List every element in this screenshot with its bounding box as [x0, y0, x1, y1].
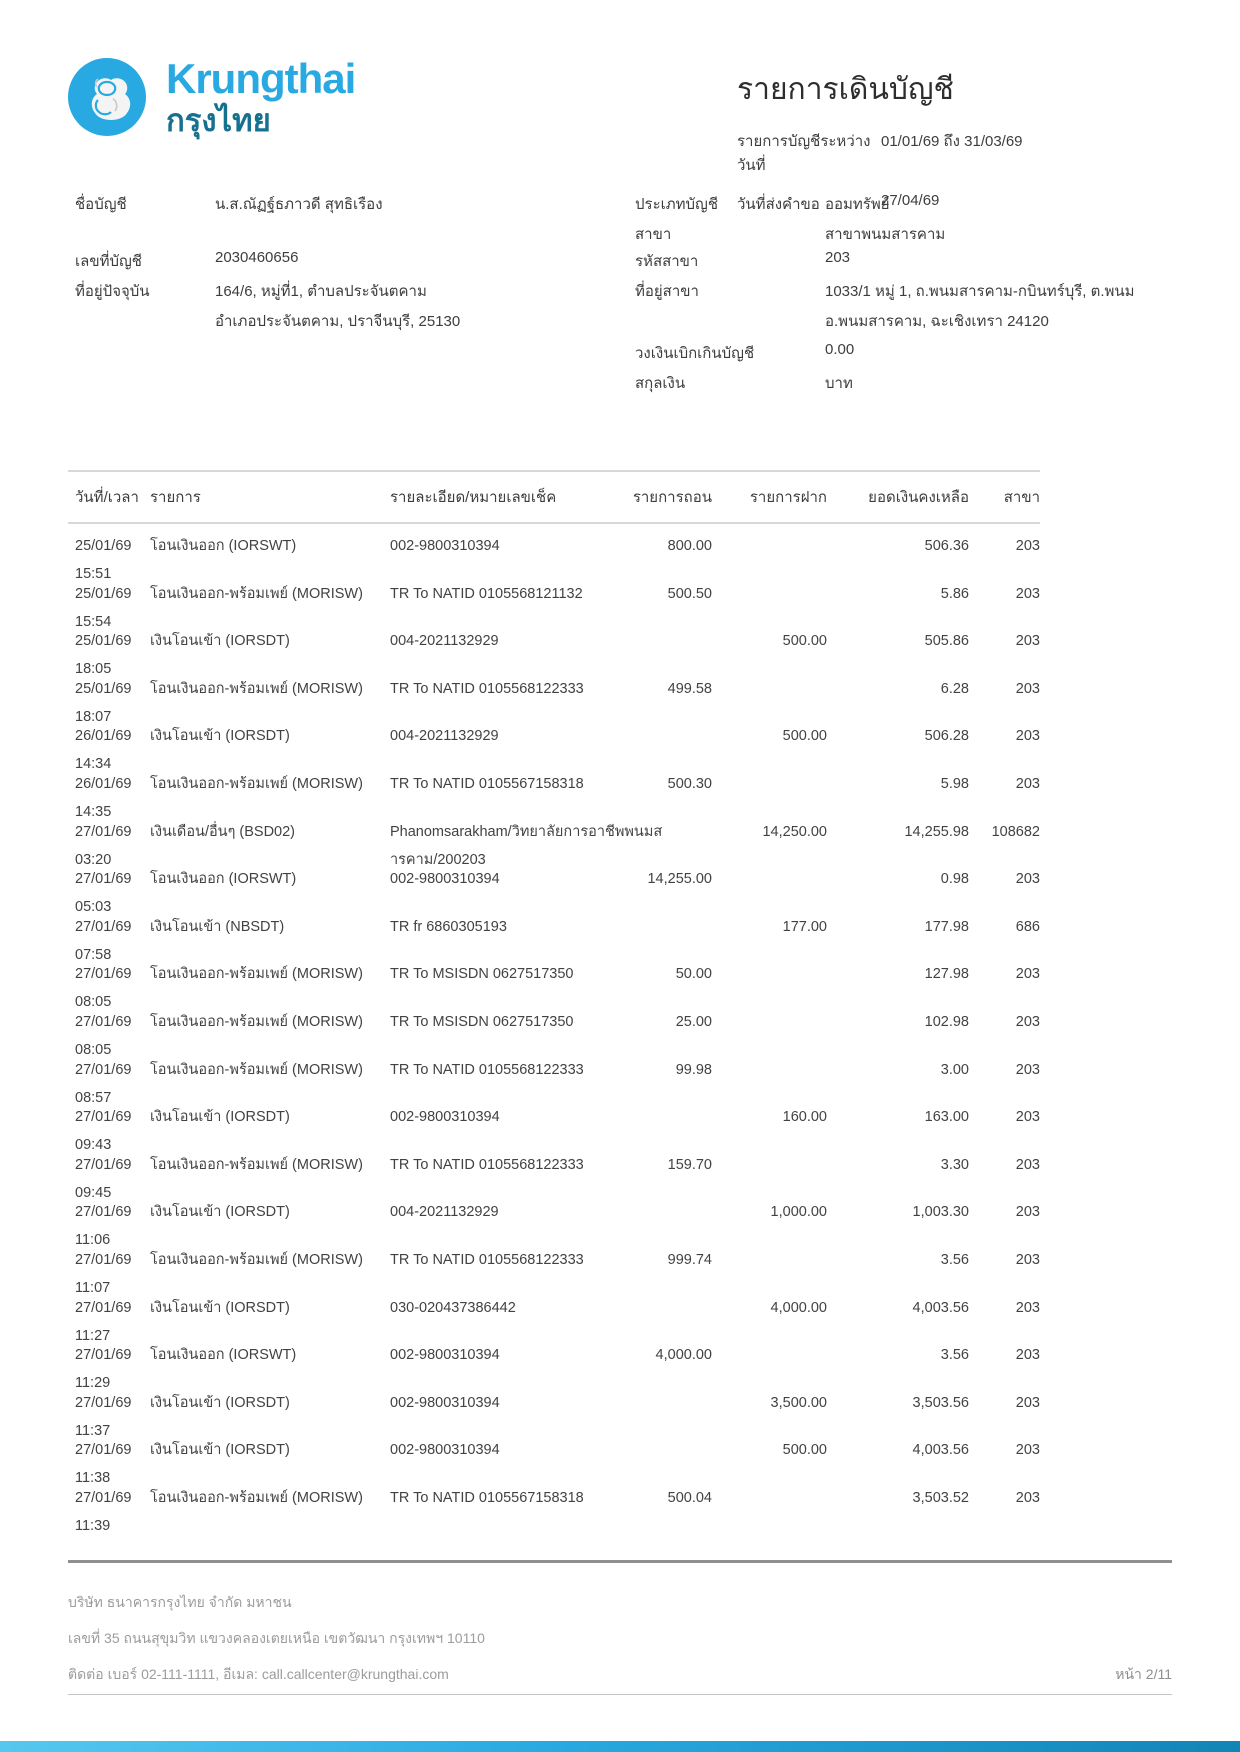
transaction-description: เงินโอนเข้า (IORSDT): [150, 1394, 290, 1411]
withdrawal-amount: 500.50: [667, 585, 712, 602]
transaction-detail: 004-2021132929: [390, 728, 499, 745]
withdrawal-amount: [597, 1394, 712, 1442]
branch-address-line2: อ.พนมสารคาม, ฉะเชิงเทรา 24120: [825, 313, 1049, 330]
overdraft-limit-value: 0.00: [825, 341, 855, 358]
table-row: [68, 1251, 1040, 1299]
withdrawal-amount: [597, 1203, 712, 1251]
transaction-date: 27/01/69: [75, 1061, 132, 1078]
cell-date-time: [75, 1013, 150, 1061]
cell-date-time: [75, 918, 150, 966]
balance-amount: 5.98: [940, 775, 969, 792]
transaction-date: 27/01/69: [75, 1251, 132, 1268]
table-row: [68, 1299, 1040, 1347]
cell-date-time: [75, 775, 150, 823]
transaction-time: 11:39: [75, 1517, 111, 1534]
table-row: [68, 823, 1040, 871]
transaction-time: 14:35: [75, 803, 112, 820]
account-type-label: ประเภทบัญชี: [635, 196, 719, 213]
table-row: [68, 965, 1040, 1013]
cell-date-time: [75, 585, 150, 633]
period-value: 01/01/69 ถึง 31/03/69: [881, 133, 1023, 150]
transaction-date: 27/01/69: [75, 1299, 132, 1316]
cell-date-time: [75, 727, 150, 775]
balance-amount: 163.00: [924, 1109, 969, 1126]
cell-details: [390, 1108, 597, 1156]
cell-date-time: [75, 1489, 150, 1537]
table-row: [68, 1346, 1040, 1394]
cell-date-time: [75, 632, 150, 680]
withdrawal-amount: 25.00: [675, 1013, 712, 1030]
deposit-amount: [712, 1013, 827, 1061]
statement-header: [737, 66, 1177, 231]
cell-date-time: [75, 1156, 150, 1204]
transaction-description: โอนเงินออก-พร้อมเพย์ (MORISW): [150, 1251, 363, 1268]
cell-date-time: [75, 870, 150, 918]
table-row: [68, 1203, 1040, 1251]
branch-code: 203: [1015, 775, 1040, 792]
transaction-time: 11:29: [75, 1375, 111, 1392]
account-name-label: ชื่อบัญชี: [75, 196, 127, 213]
transaction-detail: TR To NATID 0105567158318: [390, 1489, 584, 1506]
branch-code: 203: [1015, 633, 1040, 650]
transaction-date: 27/01/69: [75, 871, 132, 888]
table-header-row: [68, 470, 1040, 524]
transaction-description: โอนเงินออก-พร้อมเพย์ (MORISW): [150, 585, 363, 602]
transaction-description: โอนเงินออก-พร้อมเพย์ (MORISW): [150, 966, 363, 983]
table-row: [68, 918, 1040, 966]
footer-contact: ติดต่อ เบอร์ 02-111-1111, อีเมล: call.callcenter@krungthai.com: [68, 1666, 449, 1682]
transaction-description: เงินโอนเข้า (NBSDT): [150, 918, 285, 935]
withdrawal-amount: [597, 727, 712, 775]
withdrawal-amount: [597, 823, 712, 871]
transaction-description: เงินโอนเข้า (IORSDT): [150, 633, 290, 650]
cell-details: [390, 918, 597, 966]
cell-date-time: [75, 1394, 150, 1442]
footer-divider: [68, 1560, 1172, 1563]
transaction-detail: TR To NATID 0105568122333: [390, 1251, 584, 1268]
transaction-date: 26/01/69: [75, 728, 132, 745]
transaction-time: 11:06: [75, 1232, 111, 1249]
transaction-time: 05:03: [75, 899, 112, 916]
krungthai-logo: [68, 55, 356, 138]
cell-details: [390, 823, 663, 871]
transaction-date: 25/01/69: [75, 633, 132, 650]
transaction-detail: TR To MSISDN 0627517350: [390, 966, 574, 983]
branch-code: 203: [1015, 1204, 1040, 1221]
balance-amount: 3.56: [940, 1251, 969, 1268]
transaction-detail: 002-9800310394: [390, 1442, 500, 1459]
current-address-line2: อำเภอประจันตคาม, ปราจีนบุรี, 25130: [215, 313, 461, 330]
logo-wordmark: [166, 55, 356, 138]
branch-address-line1: 1033/1 หมู่ 1, ถ.พนมสารคาม-กบินทร์บุรี, ต.พนม: [825, 283, 1135, 300]
withdrawal-amount: 159.70: [667, 1156, 712, 1173]
period-label: รายการบัญชีระหว่างวันที่: [737, 133, 871, 174]
transaction-description: โอนเงินออก-พร้อมเพย์ (MORISW): [150, 1489, 363, 1506]
transaction-date: 27/01/69: [75, 966, 132, 983]
footer-company: บริษัท ธนาคารกรุงไทย จำกัด มหาชน: [68, 1594, 292, 1610]
withdrawal-amount: [597, 632, 712, 680]
deposit-amount: [712, 870, 827, 918]
cell-date-time: [75, 965, 150, 1013]
deposit-amount: [712, 1489, 827, 1537]
account-name-value: น.ส.ณัฏฐ์ธภาวดี สุทธิเรือง: [215, 196, 383, 213]
branch-code: 203: [1015, 1013, 1040, 1030]
col-header-balance: ยอดเงินคงเหลือ: [868, 489, 969, 506]
transaction-detail: TR fr 6860305193: [390, 918, 507, 935]
statement-period: [737, 129, 1177, 177]
transaction-description: โอนเงินออก (IORSWT): [150, 1347, 297, 1364]
deposit-amount: 14,250.00: [762, 823, 827, 840]
transaction-time: 15:54: [75, 613, 112, 630]
transaction-time: 11:38: [75, 1470, 111, 1487]
transaction-time: 09:45: [75, 1184, 112, 1201]
branch-code: 203: [1015, 1109, 1040, 1126]
branch-label: สาขา: [635, 226, 672, 243]
balance-amount: 3.00: [940, 1061, 969, 1078]
col-header-branch: สาขา: [1003, 489, 1040, 506]
table-row: [68, 1441, 1040, 1489]
branch-code-label: รหัสสาขา: [635, 253, 699, 270]
transaction-detail: TR To NATID 0105568121132: [390, 585, 583, 602]
withdrawal-amount: 500.30: [667, 775, 712, 792]
table-row: [68, 1489, 1040, 1537]
table-row: [68, 1108, 1040, 1156]
transaction-description: โอนเงินออก (IORSWT): [150, 538, 297, 554]
branch-code-value: 203: [825, 249, 851, 266]
transaction-time: 18:05: [75, 661, 112, 678]
request-date-value: 27/04/69: [881, 192, 940, 209]
branch-code: 203: [1015, 1156, 1040, 1173]
transaction-detail: TR To NATID 0105568122333: [390, 1061, 584, 1078]
deposit-amount: [712, 1061, 827, 1109]
col-header-details: รายละเอียด/หมายเลขเช็ค: [390, 489, 557, 506]
deposit-amount: 1,000.00: [770, 1204, 827, 1221]
withdrawal-amount: 500.04: [667, 1489, 712, 1506]
balance-amount: 505.86: [924, 633, 969, 650]
cell-details: [390, 1061, 597, 1109]
withdrawal-amount: [597, 1108, 712, 1156]
overdraft-limit-label: วงเงินเบิกเกินบัญชี: [635, 345, 755, 362]
transaction-detail: 002-9800310394: [390, 871, 500, 888]
branch-code: 203: [1015, 1347, 1040, 1364]
transaction-detail: 030-020437386442: [390, 1299, 516, 1316]
col-header-date: วันที่/เวลา: [75, 489, 139, 506]
cell-date-time: [75, 537, 150, 585]
brand-bottom-bar: [0, 1741, 1240, 1752]
deposit-amount: 500.00: [782, 728, 827, 745]
balance-amount: 102.98: [924, 1013, 969, 1030]
transaction-date: 27/01/69: [75, 1442, 132, 1459]
deposit-amount: [712, 1251, 827, 1299]
branch-code: 203: [1015, 538, 1040, 554]
cell-details: [390, 1013, 597, 1061]
balance-amount: 3,503.52: [912, 1489, 969, 1506]
transaction-description: เงินโอนเข้า (IORSDT): [150, 1109, 290, 1126]
balance-amount: 4,003.56: [912, 1299, 969, 1316]
balance-amount: 14,255.98: [904, 823, 969, 840]
withdrawal-amount: 800.00: [667, 538, 712, 554]
withdrawal-amount: 999.74: [667, 1251, 712, 1268]
deposit-amount: 4,000.00: [770, 1299, 827, 1316]
transaction-time: 11:27: [75, 1327, 111, 1344]
withdrawal-amount: 50.00: [675, 966, 712, 983]
deposit-amount: [712, 585, 827, 633]
branch-code: 203: [1015, 1299, 1040, 1316]
account-type-value: ออมทรัพย์: [825, 196, 890, 213]
balance-amount: 127.98: [924, 966, 969, 983]
deposit-amount: [712, 680, 827, 728]
balance-amount: 506.28: [924, 728, 969, 745]
transaction-time: 08:57: [75, 1089, 112, 1106]
transaction-detail: TR To MSISDN 0627517350: [390, 1013, 574, 1030]
balance-amount: 4,003.56: [912, 1442, 969, 1459]
branch-code: 108682: [991, 823, 1040, 840]
deposit-amount: 500.00: [782, 633, 827, 650]
logo-text-en: Krungthai: [166, 55, 356, 102]
col-header-deposit: รายการฝาก: [749, 489, 827, 506]
branch-code: 203: [1015, 871, 1040, 888]
transaction-time: 15:51: [75, 566, 112, 582]
deposit-amount: [712, 1346, 827, 1394]
transaction-date: 27/01/69: [75, 1204, 132, 1221]
transaction-date: 25/01/69: [75, 585, 132, 602]
balance-amount: 3,503.56: [912, 1394, 969, 1411]
cell-details: [390, 727, 597, 775]
page-number: หน้า 2/11: [1115, 1666, 1172, 1682]
cell-date-time: [75, 680, 150, 728]
transaction-time: 07:58: [75, 946, 112, 963]
transaction-time: 03:20: [75, 851, 112, 868]
krungthai-logo-icon: [68, 58, 146, 136]
branch-code: 203: [1015, 680, 1040, 697]
transaction-date: 27/01/69: [75, 823, 132, 840]
deposit-amount: [712, 775, 827, 823]
balance-amount: 1,003.30: [912, 1204, 969, 1221]
transaction-description: โอนเงินออก (IORSWT): [150, 871, 297, 888]
cell-date-time: [75, 1441, 150, 1489]
deposit-amount: [712, 537, 827, 585]
footer-bottom-rule: [68, 1694, 1172, 1695]
deposit-amount: [712, 1156, 827, 1204]
cell-date-time: [75, 1299, 150, 1347]
transaction-date: 27/01/69: [75, 1347, 132, 1364]
currency-label: สกุลเงิน: [635, 375, 686, 392]
cell-details: [390, 1394, 597, 1442]
branch-code: 203: [1015, 585, 1040, 602]
cell-date-time: [75, 1061, 150, 1109]
transaction-description: เงินโอนเข้า (IORSDT): [150, 728, 290, 745]
transaction-time: 11:37: [75, 1422, 111, 1439]
withdrawal-amount: [597, 918, 712, 966]
deposit-amount: 177.00: [782, 918, 827, 935]
transaction-detail: TR To NATID 0105568122333: [390, 1156, 584, 1173]
transaction-detail: 002-9800310394: [390, 1109, 500, 1126]
cell-details: [390, 632, 597, 680]
transaction-date: 27/01/69: [75, 1489, 132, 1506]
transaction-date: 27/01/69: [75, 918, 132, 935]
branch-value: สาขาพนมสารคาม: [825, 226, 946, 243]
transaction-time: 14:34: [75, 756, 112, 773]
logo-text-th: กรุงไทย: [166, 103, 271, 138]
cell-details: [390, 775, 597, 823]
transaction-time: 08:05: [75, 994, 112, 1011]
transaction-date: 27/01/69: [75, 1156, 132, 1173]
transaction-description: เงินโอนเข้า (IORSDT): [150, 1299, 290, 1316]
branch-code: 203: [1015, 1394, 1040, 1411]
transaction-date: 27/01/69: [75, 1013, 132, 1030]
transaction-detail: 004-2021132929: [390, 633, 499, 650]
table-row: [68, 632, 1040, 680]
transaction-detail: TR To NATID 0105568122333: [390, 680, 584, 697]
request-date: [737, 192, 1177, 216]
withdrawal-amount: 499.58: [667, 680, 712, 697]
transaction-description: โอนเงินออก-พร้อมเพย์ (MORISW): [150, 1013, 363, 1030]
transactions-table: [68, 470, 1040, 1536]
transaction-detail-line2: ารคาม/200203: [390, 851, 486, 868]
page-title: รายการเดินบัญชี: [737, 73, 954, 106]
table-row: [68, 1394, 1040, 1442]
cell-date-time: [75, 1203, 150, 1251]
branch-code: 203: [1015, 1251, 1040, 1268]
table-row: [68, 727, 1040, 775]
transaction-time: 11:07: [75, 1279, 111, 1296]
transaction-detail: 004-2021132929: [390, 1204, 499, 1221]
transaction-date: 25/01/69: [75, 538, 132, 554]
current-address-line1: 164/6, หมู่ที่1, ตำบลประจันตคาม: [215, 283, 427, 300]
transaction-date: 27/01/69: [75, 1394, 132, 1411]
cell-details: [390, 1251, 597, 1299]
cell-date-time: [75, 1108, 150, 1156]
table-row: [68, 1061, 1040, 1109]
col-header-transaction: รายการ: [150, 489, 201, 506]
statement-rows: [68, 537, 1040, 1536]
withdrawal-amount: 14,255.00: [647, 871, 712, 888]
table-row: [68, 870, 1040, 918]
currency-value: บาท: [825, 375, 853, 392]
transaction-description: โอนเงินออก-พร้อมเพย์ (MORISW): [150, 775, 363, 792]
transaction-description: โอนเงินออก-พร้อมเพย์ (MORISW): [150, 1061, 363, 1078]
branch-code: 203: [1015, 1489, 1040, 1506]
transaction-time: 08:05: [75, 1041, 112, 1058]
table-row: [68, 775, 1040, 823]
withdrawal-amount: [597, 1299, 712, 1347]
balance-amount: 3.56: [940, 1347, 969, 1364]
cell-details: [390, 1489, 597, 1537]
table-row: [68, 585, 1040, 633]
transaction-description: โอนเงินออก-พร้อมเพย์ (MORISW): [150, 1156, 363, 1173]
cell-details: [390, 537, 597, 585]
transaction-detail: 002-9800310394: [390, 538, 500, 554]
transaction-detail: 002-9800310394: [390, 1347, 500, 1364]
transaction-description: เงินโอนเข้า (IORSDT): [150, 1442, 290, 1459]
cell-details: [390, 1156, 597, 1204]
current-address-label: ที่อยู่ปัจจุบัน: [75, 283, 150, 300]
transaction-time: 18:07: [75, 708, 112, 725]
balance-amount: 0.98: [940, 871, 969, 888]
branch-code: 203: [1015, 1061, 1040, 1078]
branch-code: 203: [1015, 966, 1040, 983]
table-row: [68, 1013, 1040, 1061]
cell-details: [390, 585, 597, 633]
deposit-amount: [712, 965, 827, 1013]
cell-details: [390, 680, 597, 728]
transaction-detail: 002-9800310394: [390, 1394, 500, 1411]
balance-amount: 177.98: [924, 918, 969, 935]
transaction-detail: TR To NATID 0105567158318: [390, 775, 584, 792]
transaction-description: เงินโอนเข้า (IORSDT): [150, 1204, 290, 1221]
cell-details: [390, 1441, 597, 1489]
account-number-label: เลขที่บัญชี: [75, 253, 142, 270]
cell-date-time: [75, 1251, 150, 1299]
cell-date-time: [75, 1346, 150, 1394]
table-row: [68, 1156, 1040, 1204]
transaction-description: เงินเดือน/อื่นๆ (BSD02): [150, 823, 296, 840]
cell-details: [390, 965, 597, 1013]
withdrawal-amount: 4,000.00: [655, 1347, 712, 1364]
transaction-time: 09:43: [75, 1137, 112, 1154]
account-number-value: 2030460656: [215, 249, 299, 266]
branch-code: 203: [1015, 1442, 1040, 1459]
branch-address-label: ที่อยู่สาขา: [635, 283, 699, 300]
table-row: [68, 680, 1040, 728]
cell-details: [390, 1346, 597, 1394]
deposit-amount: 3,500.00: [770, 1394, 827, 1411]
withdrawal-amount: 99.98: [675, 1061, 712, 1078]
transaction-date: 27/01/69: [75, 1109, 132, 1126]
branch-code: 203: [1015, 728, 1040, 745]
branch-code: 686: [1015, 918, 1040, 935]
table-row: [68, 537, 1040, 585]
deposit-amount: 160.00: [782, 1109, 827, 1126]
cell-details: [390, 1203, 597, 1251]
balance-amount: 3.30: [940, 1156, 969, 1173]
footer-address: เลขที่ 35 ถนนสุขุมวิท แขวงคลองเตยเหนือ เขตวัฒนา กรุงเทพฯ 10110: [68, 1630, 485, 1646]
transaction-date: 25/01/69: [75, 680, 132, 697]
withdrawal-amount: [597, 1441, 712, 1489]
cell-details: [390, 870, 597, 918]
request-date-label: วันที่ส่งคำขอ: [737, 196, 820, 213]
col-header-withdrawal: รายการถอน: [632, 489, 712, 506]
cell-date-time: [75, 823, 150, 871]
cell-details: [390, 1299, 597, 1347]
balance-amount: 6.28: [940, 680, 969, 697]
balance-amount: 5.86: [940, 585, 969, 602]
transaction-date: 26/01/69: [75, 775, 132, 792]
transaction-detail: Phanomsarakham/วิทยาลัยการอาชีพพนมส: [390, 823, 663, 840]
deposit-amount: 500.00: [782, 1442, 827, 1459]
balance-amount: 506.36: [924, 538, 969, 554]
transaction-description: โอนเงินออก-พร้อมเพย์ (MORISW): [150, 680, 363, 697]
